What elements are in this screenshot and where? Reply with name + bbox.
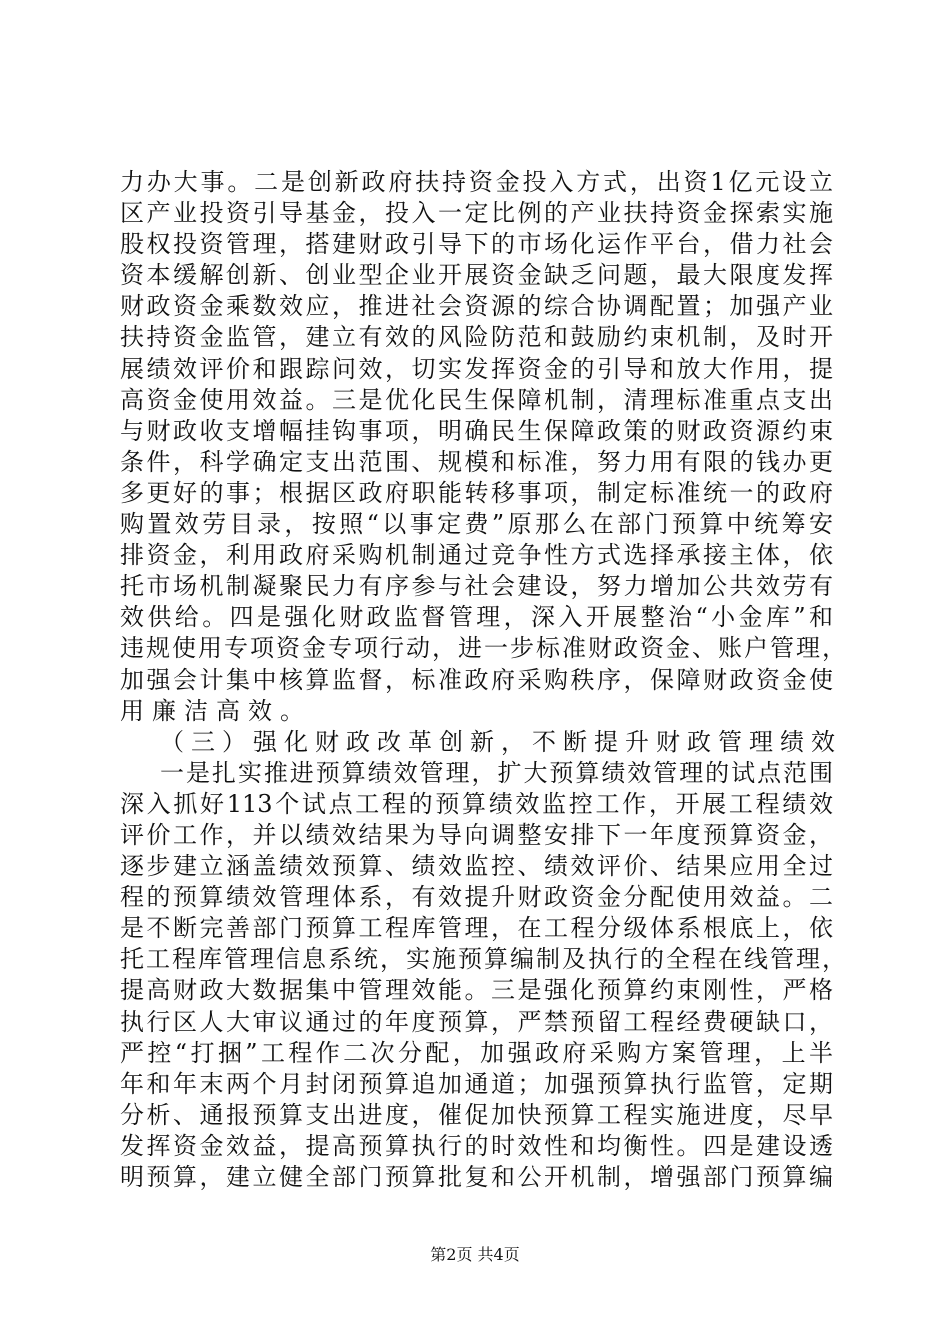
text-line: 执行区人大审议通过的年度预算，严禁预留工程经费硬缺口， xyxy=(120,1007,833,1036)
text-line: 效供给。四是强化财政监督管理，深入开展整治“小金库”和 xyxy=(120,603,833,632)
page-footer: 第2页 共4页 xyxy=(430,1245,520,1264)
text-line: 购置效劳目录，按照“以事定费”原那么在部门预算中统筹安 xyxy=(120,510,833,539)
text-line: 扶持资金监管，建立有效的风险防范和鼓励约束机制，及时开 xyxy=(120,323,833,352)
text-line: 财政资金乘数效应，推进社会资源的综合协调配置；加强产业 xyxy=(120,292,833,321)
text-line: 违规使用专项资金专项行动，进一步标准财政资金、账户管理， xyxy=(120,634,846,663)
text-line: 发挥资金效益，提高预算执行的时效性和均衡性。四是建设透 xyxy=(120,1131,833,1160)
text-line: 深入抓好113个试点工程的预算绩效监控工作，开展工程绩效 xyxy=(120,789,833,818)
document-body xyxy=(120,167,846,1193)
text-line: 资本缓解创新、创业型企业开展资金缺乏问题，最大限度发挥 xyxy=(120,261,833,290)
text-line: 托市场机制凝聚民力有序参与社会建设，努力增加公共效劳有 xyxy=(120,572,833,601)
text-line: 用廉洁高效。 xyxy=(120,696,312,725)
text-line: 严控“打捆”工程作二次分配，加强政府采购方案管理，上半 xyxy=(120,1038,833,1067)
text-line: 托工程库管理信息系统，实施预算编制及执行的全程在线管理， xyxy=(120,945,846,974)
text-line: 评价工作，并以绩效结果为导向调整安排下一年度预算资金， xyxy=(120,820,833,849)
text-line: 条件，科学确定支出范围、规模和标准，努力用有限的钱办更 xyxy=(120,447,833,476)
text-line: 明预算，建立健全部门预算批复和公开机制，增强部门预算编 xyxy=(120,1163,833,1191)
text-line: 区产业投资引导基金，投入一定比例的产业扶持资金探索实施 xyxy=(120,199,833,228)
text-line: 是不断完善部门预算工程库管理，在工程分级体系根底上，依 xyxy=(120,914,833,943)
text-line: 与财政收支增幅挂钩事项，明确民生保障政策的财政资源约束 xyxy=(120,416,833,445)
text-line: 程的预算绩效管理体系，有效提升财政资金分配使用效益。二 xyxy=(120,883,833,912)
text-line: 逐步建立涵盖绩效预算、绩效监控、绩效评价、结果应用全过 xyxy=(120,852,833,881)
text-line: 分析、通报预算支出进度，催促加快预算工程实施进度，尽早 xyxy=(120,1100,833,1129)
text-line: 一是扎实推进预算绩效管理，扩大预算绩效管理的试点范围 xyxy=(160,758,833,787)
text-line: 排资金，利用政府采购机制通过竞争性方式选择承接主体，依 xyxy=(120,541,833,570)
text-line: 展绩效评价和跟踪问效，切实发挥资金的引导和放大作用，提 xyxy=(120,354,833,383)
text-line: 年和年末两个月封闭预算追加通道；加强预算执行监管，定期 xyxy=(120,1069,833,1098)
text-line: 股权投资管理，搭建财政引导下的市场化运作平台，借力社会 xyxy=(120,230,833,259)
section-heading: （三）强化财政改革创新，不断提升财政管理绩效 xyxy=(160,727,842,756)
text-line: 提高财政大数据集中管理效能。三是强化预算约束刚性，严格 xyxy=(120,976,833,1005)
text-line: 力办大事。二是创新政府扶持资金投入方式，出资1亿元设立 xyxy=(120,168,833,196)
text-line: 高资金使用效益。三是优化民生保障机制，清理标准重点支出 xyxy=(120,385,833,414)
text-line: 加强会计集中核算监督，标准政府采购秩序，保障财政资金使 xyxy=(120,665,833,694)
text-line: 多更好的事；根据区政府职能转移事项，制定标准统一的政府 xyxy=(120,478,833,507)
